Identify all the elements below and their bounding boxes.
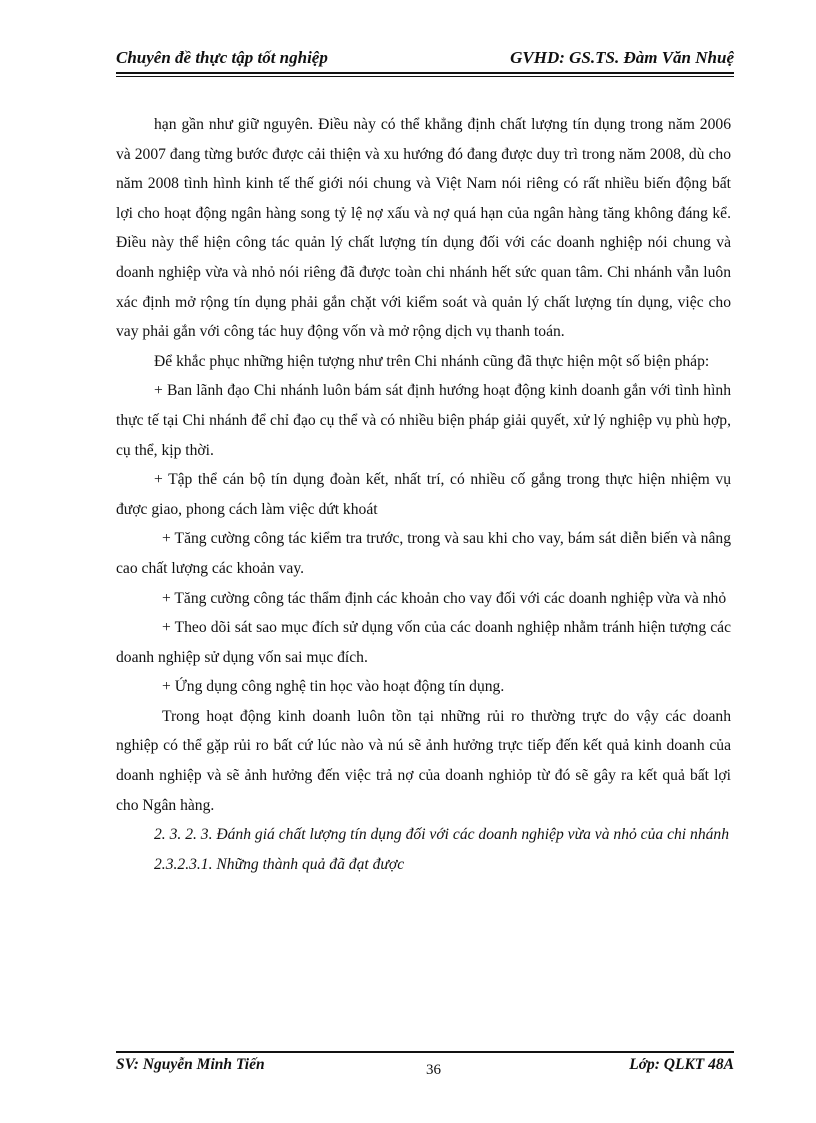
bullet-inspection: + Tăng cường công tác kiểm tra trước, trong và sau khi cho vay, bám sát diễn biến và nâng cao chất lượng các khoản vay. bbox=[116, 530, 731, 577]
footer-divider bbox=[116, 1051, 734, 1053]
page-body bbox=[116, 110, 731, 879]
bullet-it-application: + Ứng dụng công nghệ tin học vào hoạt động tín dụng. bbox=[162, 678, 505, 696]
page-number: 36 bbox=[426, 1062, 441, 1078]
header-divider-thin bbox=[116, 76, 734, 77]
page-footer bbox=[116, 1056, 734, 1082]
bullet-credit-staff: + Tập thể cán bộ tín dụng đoàn kết, nhất trí, có nhiều cố gắng trong thực hiện nhiệm vụ được giao, phong cách làm việc dứt khoát bbox=[116, 471, 731, 518]
footer-student-name: SV: Nguyễn Minh Tiến bbox=[116, 1056, 265, 1073]
section-heading-evaluation: 2. 3. 2. 3. Đánh giá chất lượng tín dụng đối với các doanh nghiệp vừa và nhỏ của chi nhánh bbox=[154, 826, 730, 844]
footer-class: Lớp: QLKT 48A bbox=[629, 1056, 734, 1073]
paragraph-business-risk: Trong hoạt động kinh doanh luôn tồn tại những rủi ro thường trực do vậy các doanh nghiệp có thể gặp rủi ro bất cứ lúc nào và nú sẽ ảnh hưởng trực tiếp đến kết quả kinh doanh của doanh nghiệp và sẽ ảnh hưởng đến việc trả nợ của doanh nghiỏp từ đó sẽ gây ra kết quả bất lợi cho Ngân hàng. bbox=[116, 707, 731, 814]
header-advisor: GVHD: GS.TS. Đàm Văn Nhuệ bbox=[510, 48, 734, 67]
subsection-heading-achievements: 2.3.2.3.1. Những thành quả đã đạt được bbox=[154, 855, 405, 873]
bullet-appraisal: + Tăng cường công tác thẩm định các khoản cho vay đối với các doanh nghiệp vừa và nhỏ bbox=[162, 589, 727, 607]
paragraph-measures-intro: Để khắc phục những hiện tượng như trên Chi nhánh cũng đã thực hiện một số biện pháp: bbox=[154, 352, 710, 370]
bullet-monitoring: + Theo dõi sát sao mục đích sử dụng vốn của các doanh nghiệp nhằm tránh hiện tượng các doanh nghiệp sử dụng vốn sai mục đích. bbox=[116, 619, 731, 666]
bullet-leadership: + Ban lãnh đạo Chi nhánh luôn bám sát định hướng hoạt động kinh doanh gắn với tình hình thực tế tại Chi nhánh để chỉ đạo cụ thể và có nhiều biện pháp giải quyết, xử lý nghiệp vụ phù hợp, cụ thể, kịp thời. bbox=[116, 382, 731, 459]
page-header bbox=[116, 44, 734, 72]
header-divider bbox=[116, 72, 734, 74]
header-document-title: Chuyên đề thực tập tốt nghiệp bbox=[116, 48, 328, 67]
paragraph-credit-quality: hạn gần như giữ nguyên. Điều này có thể khẳng định chất lượng tín dụng trong năm 2006 và 2007 đang từng bước được cải thiện và xu hướng đó đang được duy trì trong năm 2008, dù cho năm 2008 tình hình kinh tế thế giới nói chung và Việt Nam nói riêng có rất nhiều biến động bất lợi cho hoạt động ngân hàng song tỷ lệ nợ xấu và nợ quá hạn của ngân hàng tăng không đáng kể. Điều này thể hiện công tác quản lý chất lượng tín dụng đối với các doanh nghiệp nói chung và doanh nghiệp vừa và nhỏ nói riêng đã được toàn chi nhánh hết sức quan tâm. Chi nhánh vẫn luôn xác định mở rộng tín dụng phải gắn chặt với kiểm soát và quản lý chất lượng tín dụng, việc cho vay phải gắn với công tác huy động vốn và mở rộng dịch vụ thanh toán. bbox=[116, 116, 731, 341]
